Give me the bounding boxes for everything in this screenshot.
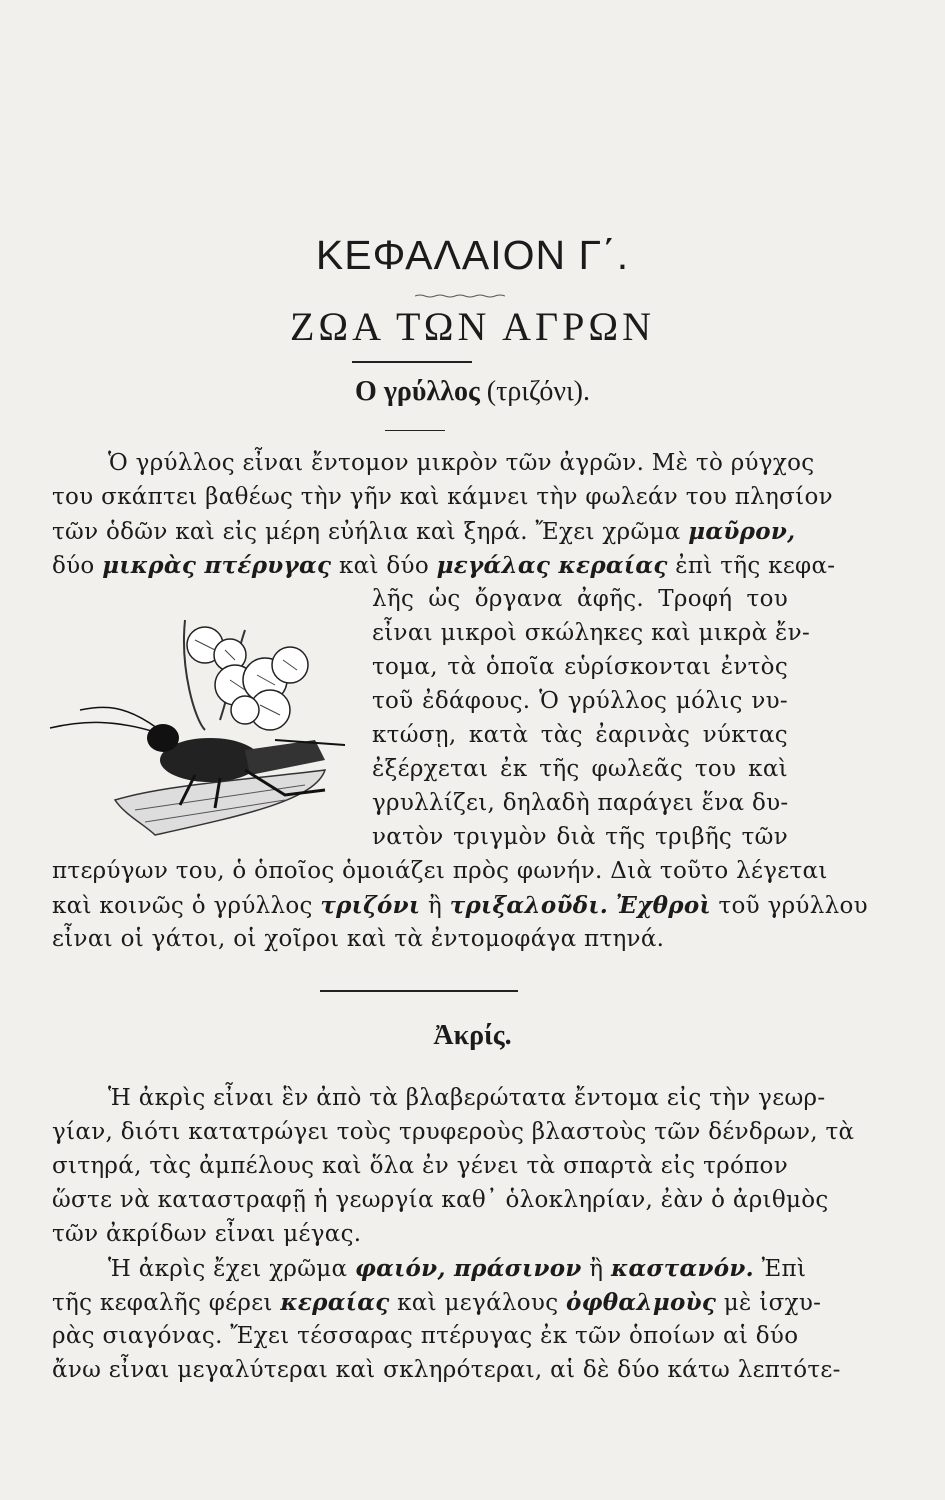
locust-line — [108, 1255, 807, 1282]
text-run: κτώσῃ, κατὰ τὰς ἐαρινὰς νύκτας — [372, 722, 788, 748]
text-run: σιτηρά, τὰς ἀμπέλους καὶ ὅλα ἐν γένει τὰ σπαρτὰ εἰς τρόπον — [52, 1153, 788, 1179]
text-run: τῆς κεφαλῆς φέρει — [52, 1290, 281, 1316]
locust-line — [52, 1289, 822, 1316]
text-run: Ἡ ἀκρὶς εἶναι ἓν ἀπὸ τὰ βλαβερώτατα ἔντομα εἰς τὴν γεωρ- — [108, 1085, 826, 1111]
locust-line — [52, 1221, 362, 1247]
locust-line — [52, 1119, 855, 1145]
text-run: γίαν, διότι κατατρώγει τοὺς τρυφεροὺς βλαστοὺς τῶν δένδρων, τὰ — [52, 1119, 855, 1145]
cricket-line — [372, 654, 788, 680]
text-run: καὶ κοινῶς ὁ γρύλλος — [52, 893, 321, 919]
text-run: καὶ μεγάλους — [389, 1290, 567, 1316]
text-run: πτερύγων του, ὁ ὁποῖος ὁμοιάζει πρὸς φωνήν. Διὰ τοῦτο λέγεται — [52, 858, 828, 884]
cricket-illustration — [45, 610, 365, 840]
divider-under-cricket — [385, 430, 445, 431]
text-run: λῆς ὡς ὄργανα ἀφῆς. Τροφή του — [372, 586, 788, 612]
text-run: καὶ δύο — [331, 553, 437, 579]
text-run: ἄνω εἶναι μεγαλύτεραι καὶ σκληρότεραι, αἱ δὲ δύο κάτω λεπτότε- — [52, 1357, 841, 1383]
locust-line — [52, 1357, 841, 1383]
cricket-line — [372, 756, 788, 782]
emphasis-term: μαῦρον, — [688, 518, 796, 545]
emphasis-term: μεγάλας κεραίας — [436, 552, 668, 579]
locust-heading: Ἀκρίς. — [433, 1020, 512, 1051]
text-run: τῶν ὁδῶν καὶ εἰς μέρη εὐήλια καὶ ξηρά. Ἔχει χρῶμα — [52, 519, 689, 545]
cricket-line — [52, 484, 833, 510]
cricket-line — [372, 722, 788, 748]
emphasis-term: τριζόνι — [320, 892, 421, 919]
emphasis-term: ὀφθαλμοὺς — [566, 1289, 717, 1316]
text-run: ὥστε νὰ καταστραφῇ ἡ γεωργία καθ᾿ ὁλοκληρίαν, ἐὰν ὁ ἀριθμὸς — [52, 1187, 829, 1213]
cricket-line — [372, 790, 788, 816]
text-run: ρὰς σιαγόνας. Ἔχει τέσσαρας πτέρυγας ἐκ τῶν ὁποίων αἱ δύο — [52, 1323, 799, 1349]
text-run: του σκάπτει βαθέως τὴν γῆν καὶ κάμνει τὴν φωλεάν του πλησίον — [52, 484, 833, 510]
text-run: εἶναι οἱ γάτοι, οἱ χοῖροι καὶ τὰ ἐντομοφάγα πτηνά. — [52, 926, 665, 952]
text-run: ἐπὶ τῆς κεφα- — [667, 553, 836, 579]
text-run: ἢ — [420, 893, 450, 919]
cricket-heading-rest: (τριζόνι). — [486, 376, 590, 407]
cricket-line — [52, 552, 836, 579]
divider-under-section — [352, 361, 472, 363]
cricket-line — [372, 586, 788, 612]
cricket-line — [372, 824, 788, 850]
text-run: τοῦ γρύλλου — [710, 893, 868, 919]
cricket-line — [372, 620, 811, 646]
ornament-squiggle — [415, 294, 505, 298]
emphasis-term: μικρὰς πτέρυγας — [102, 552, 332, 579]
text-run: τομα, τὰ ὁποῖα εὑρίσκονται ἐντὸς — [372, 654, 788, 680]
text-run: ἐξέρχεται ἐκ τῆς φωλεᾶς του καὶ — [372, 756, 788, 782]
text-run: τοῦ ἐδάφους. Ὁ γρύλλος μόλις νυ- — [372, 688, 788, 714]
emphasis-term: τριξαλοῦδι. — [449, 892, 609, 919]
emphasis-term: φαιόν, πράσινον — [355, 1255, 582, 1282]
locust-line — [52, 1187, 829, 1213]
cricket-line — [52, 926, 665, 952]
cricket-line — [108, 450, 815, 476]
cricket-line — [52, 858, 828, 884]
section-title: ΖΩΑ ΤΩΝ ΑΓΡΩΝ — [289, 304, 656, 349]
text-run: Ἐπὶ — [754, 1256, 807, 1282]
cricket-heading-bold: Ο γρύλλος — [355, 376, 480, 407]
text-run: Ὁ γρύλλος εἶναι ἔντομον μικρὸν τῶν ἀγρῶν. Μὲ τὸ ρύγχος — [108, 450, 815, 476]
emphasis-term: κεραίας — [280, 1289, 390, 1316]
divider-before-locust — [320, 990, 518, 992]
text-run: ἢ — [581, 1256, 611, 1282]
text-run: εἶναι μικροὶ σκώληκες καὶ μικρὰ ἔν- — [372, 620, 811, 646]
emphasis-term: Ἐχθροὶ — [615, 892, 711, 919]
text-run: Ἡ ἀκρὶς ἔχει χρῶμα — [108, 1256, 355, 1282]
cricket-heading — [0, 376, 945, 408]
cricket-line — [52, 892, 868, 919]
text-run: τῶν ἀκρίδων εἶναι μέγας. — [52, 1221, 362, 1247]
text-run: γρυλλίζει, δηλαδὴ παράγει ἕνα δυ- — [372, 790, 789, 816]
emphasis-term: καστανόν. — [610, 1255, 754, 1282]
text-run: δύο — [52, 553, 103, 579]
cricket-line — [52, 518, 796, 545]
text-run — [608, 893, 616, 919]
locust-line — [52, 1153, 788, 1179]
locust-line — [52, 1323, 799, 1349]
text-run: μὲ ἰσχυ- — [716, 1290, 822, 1316]
locust-line — [108, 1085, 826, 1111]
chapter-title: ΚΕΦΑΛΑΙΟΝ Γ΄. — [315, 232, 630, 278]
text-run: νατὸν τριγμὸν διὰ τῆς τριβῆς τῶν — [372, 824, 788, 850]
cricket-line — [372, 688, 788, 714]
